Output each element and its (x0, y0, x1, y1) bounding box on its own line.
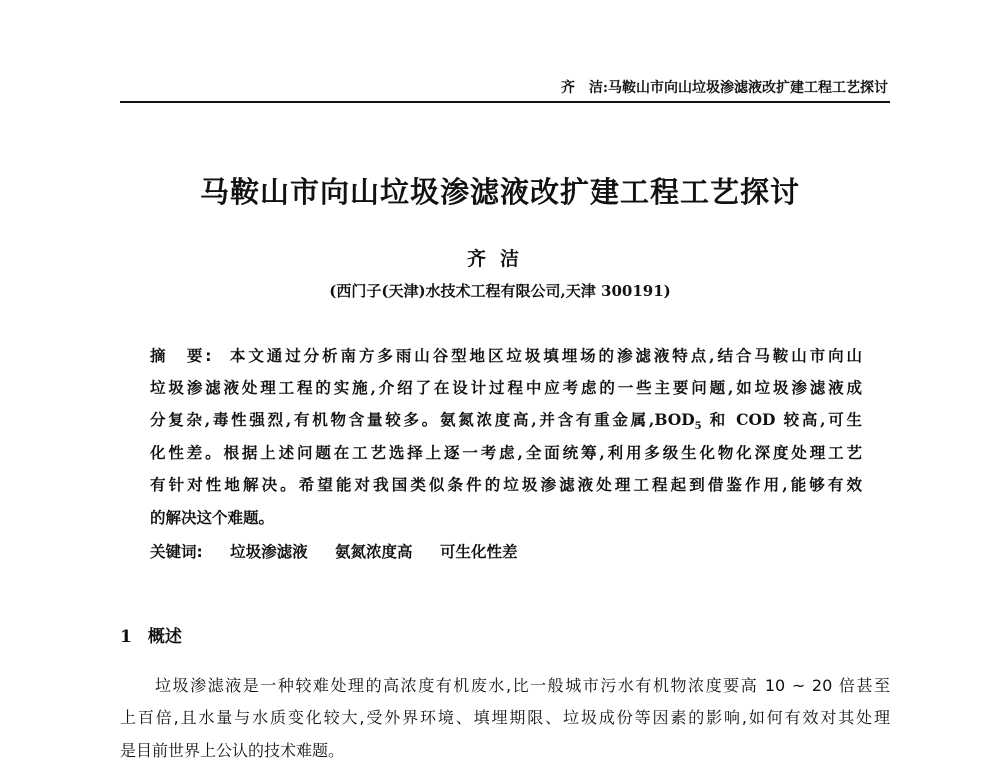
section-number: 1 (120, 627, 132, 647)
abstract-line (150, 408, 862, 432)
running-header: 齐 洁:马鞍山市向山垃圾渗滤液改扩建工程工艺探讨 (560, 80, 888, 96)
keyword: 可生化性差 (439, 542, 518, 561)
subscript: 5 (694, 421, 702, 433)
abstract-line: 垃圾渗滤液处理工程的实施,介绍了在设计过程中应考虑的一些主要问题,如垃圾渗滤液成 (150, 378, 862, 397)
body-line: 垃圾渗滤液是一种较难处理的高浓度有机废水,比一般城市污水有机物浓度要高 10 ~ 20 倍甚至 (155, 676, 890, 695)
body-line: 上百倍,且水量与水质变化较大,受外界环境、填埋期限、垃圾成份等因素的影响,如何有效对其处理 (120, 708, 890, 727)
keyword: 垃圾渗滤液 (230, 542, 308, 561)
author: 齐洁 (466, 248, 533, 270)
abstract-text: 分复杂,毒性强烈,有机物含量较多。氨氮浓度高,并含有重金属,BOD (150, 410, 695, 429)
body-line: 是目前世界上公认的技术难题。 (120, 741, 345, 760)
section-title: 概述 (147, 627, 182, 647)
keyword: 氨氮浓度高 (335, 542, 413, 561)
abstract-line: 化性差。根据上述问题在工艺选择上逐一考虑,全面统筹,利用多级生化物化深度处理工艺 (150, 443, 862, 462)
affiliation: (西门子(天津)水技术工程有限公司,天津 300191) (329, 282, 671, 300)
paper-title: 马鞍山市向山垃圾渗滤液改扩建工程工艺探讨 (199, 175, 800, 209)
section-heading (120, 622, 182, 647)
keywords-label: 关键词: (150, 543, 203, 561)
abstract-text: 本文通过分析南方多雨山谷型地区垃圾填埋场的渗滤液特点,结合马鞍山市向山 (227, 346, 862, 365)
abstract-text: 和 COD 较高,可生 (701, 410, 863, 429)
abstract-line (150, 344, 862, 366)
abstract-label: 摘 要: (150, 347, 212, 365)
header-rule (120, 101, 890, 103)
abstract-line: 的解决这个难题。 (150, 508, 275, 527)
keywords (150, 540, 539, 562)
abstract-line: 有针对性地解决。希望能对我国类似条件的垃圾渗滤液处理工程起到借鉴作用,能够有效 (150, 475, 862, 494)
